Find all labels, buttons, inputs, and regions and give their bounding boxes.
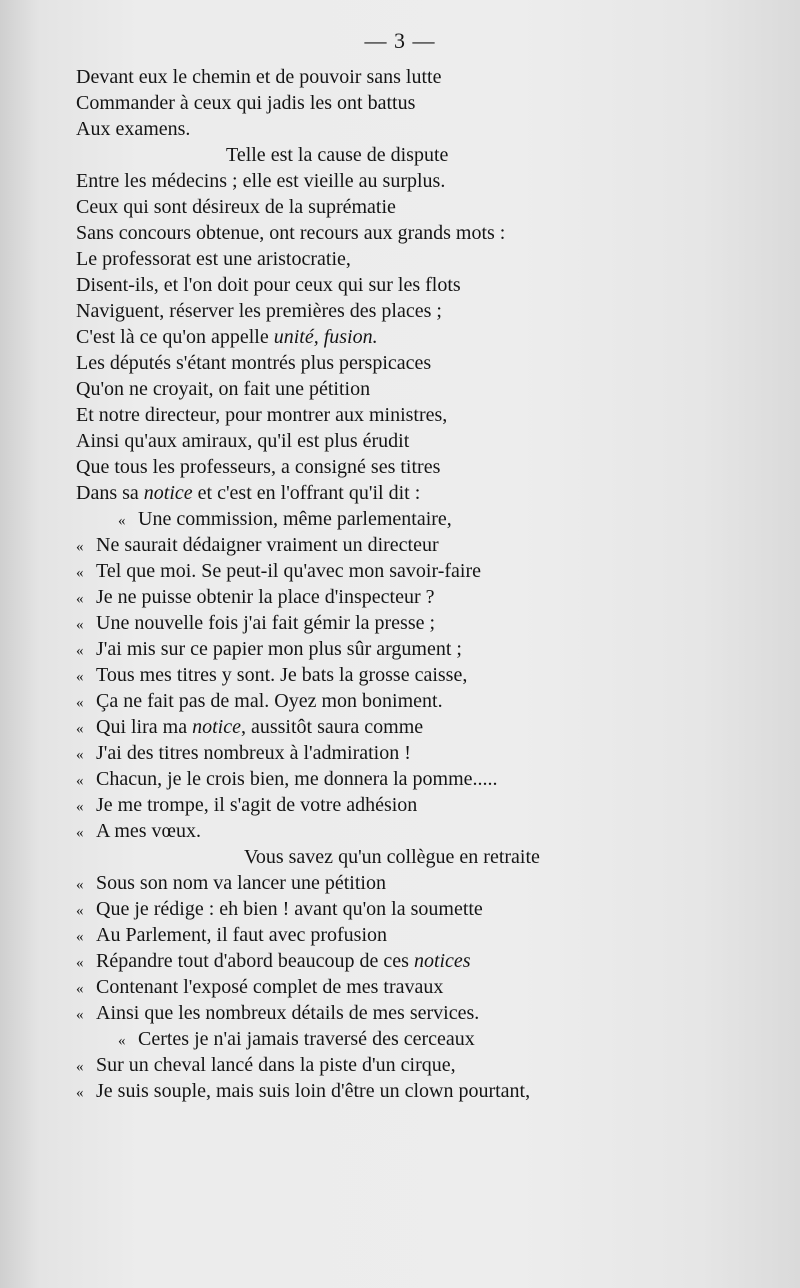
verse-line [76,298,736,324]
quote-mark: « [76,1007,84,1023]
verse-line [76,1026,736,1052]
page-number: — 3 — [364,28,436,53]
verse-text: Tous mes titres y sont. Je bats la grosse caisse, [96,664,468,686]
quote-mark: « [76,617,84,633]
verse-line [76,896,736,922]
verse-text: Ainsi qu'aux amiraux, qu'il est plus érudit [76,430,410,452]
verse-text: Commander à ceux qui jadis les ont battus [76,92,416,114]
verse-text: Les députés s'étant montrés plus perspicaces [76,352,432,374]
verse-text: Ça ne fait pas de mal. Oyez mon boniment. [96,690,443,712]
verse-line [76,636,736,662]
quote-mark: « [76,591,84,607]
verse-line [76,610,736,636]
poem-verses [76,64,736,1104]
verse-text: Chacun, je le crois bien, me donnera la pomme..... [96,768,498,790]
quote-mark: « [76,1059,84,1075]
verse-text: Vous savez qu'un collègue en retraite [244,846,540,868]
verse-text: A mes vœux. [96,820,201,842]
verse-line [76,350,736,376]
verse-text: Je me trompe, il s'agit de votre adhésion [96,794,418,816]
verse-text: Que tous les professeurs, a consigné ses titres [76,456,441,478]
italic-text: notice [192,716,241,738]
verse-text: Ne saurait dédaigner vraiment un directeur [96,534,439,556]
verse-line [76,740,736,766]
verse-text: Disent-ils, et l'on doit pour ceux qui sur les flots [76,274,461,296]
verse-line [76,532,736,558]
quote-mark: « [76,695,84,711]
verse-line [76,324,736,350]
verse-text: Au Parlement, il faut avec profusion [96,924,388,946]
verse-text: Naviguent, réserver les premières des places ; [76,300,442,322]
verse-line [76,818,736,844]
verse-text: J'ai mis sur ce papier mon plus sûr argument ; [96,638,462,660]
verse-text: Qui lira ma [96,716,193,738]
verse-line [76,168,736,194]
quote-mark: « [76,825,84,841]
verse-text: Entre les médecins ; elle est vieille au surplus. [76,170,446,192]
verse-text: Le professorat est une aristocratie, [76,248,351,270]
verse-line [76,584,736,610]
verse-line [76,402,736,428]
quote-mark: « [118,513,126,529]
verse-text: et c'est en l'offrant qu'il dit : [192,482,421,504]
verse-line [76,428,736,454]
quote-mark: « [76,643,84,659]
quote-mark: « [76,721,84,737]
verse-line [76,194,736,220]
verse-line [76,64,736,90]
verse-line [76,662,736,688]
verse-text: Je ne puisse obtenir la place d'inspecteur ? [96,586,435,608]
quote-mark: « [76,799,84,815]
verse-text: Ceux qui sont désireux de la suprématie [76,196,396,218]
verse-text: Que je rédige : eh bien ! avant qu'on la soumette [96,898,483,920]
verse-text: Je suis souple, mais suis loin d'être un clown pourtant, [96,1080,531,1102]
verse-text: Ainsi que les nombreux détails de mes services. [96,1002,480,1024]
verse-line [76,1052,736,1078]
verse-text: Qu'on ne croyait, on fait une pétition [76,378,371,400]
verse-line [76,558,736,584]
verse-text: Telle est la cause de dispute [226,144,449,166]
quote-mark: « [76,903,84,919]
verse-line [76,792,736,818]
verse-line [76,1078,736,1104]
verse-line [76,688,736,714]
verse-text: Devant eux le chemin et de pouvoir sans lutte [76,66,442,88]
verse-line [76,506,736,532]
verse-line [76,974,736,1000]
verse-text: Contenant l'exposé complet de mes travaux [96,976,444,998]
verse-line [76,870,736,896]
verse-text: Une nouvelle fois j'ai fait gémir la presse ; [96,612,436,634]
quote-mark: « [76,669,84,685]
quote-mark: « [76,747,84,763]
verse-text: Sur un cheval lancé dans la piste d'un cirque, [96,1054,456,1076]
italic-text: notices [413,950,471,972]
verse-text: C'est là ce qu'on appelle [76,326,274,348]
verse-text: Aux examens. [76,118,191,140]
verse-line [76,766,736,792]
verse-line [76,90,736,116]
verse-line [76,844,736,870]
italic-text: notice [143,482,193,504]
quote-mark: « [76,929,84,945]
verse-line [76,246,736,272]
quote-mark: « [76,955,84,971]
verse-line [76,1000,736,1026]
quote-mark: « [76,877,84,893]
verse-text: Répandre tout d'abord beaucoup de ces [96,950,414,972]
verse-text: , aussitôt saura comme [240,716,424,738]
verse-text: Sous son nom va lancer une pétition [96,872,386,894]
verse-line [76,454,736,480]
italic-text: unité, fusion. [273,326,378,348]
quote-mark: « [76,981,84,997]
quote-mark: « [76,773,84,789]
quote-mark: « [76,539,84,555]
verse-line [76,480,736,506]
verse-line [76,220,736,246]
verse-text: Sans concours obtenue, ont recours aux grands mots : [76,222,506,244]
quote-mark: « [76,565,84,581]
verse-text: Dans sa [76,482,144,504]
verse-text: Une commission, même parlementaire, [138,508,452,530]
verse-line [76,272,736,298]
verse-line [76,922,736,948]
verse-line [76,948,736,974]
verse-text: Et notre directeur, pour montrer aux ministres, [76,404,448,426]
verse-line [76,142,736,168]
verse-text: J'ai des titres nombreux à l'admiration ! [96,742,411,764]
verse-line [76,116,736,142]
verse-text: Certes je n'ai jamais traversé des cerceaux [138,1028,475,1050]
verse-line [76,376,736,402]
quote-mark: « [76,1085,84,1101]
verse-text: Tel que moi. Se peut-il qu'avec mon savoir-faire [96,560,482,582]
quote-mark: « [118,1033,126,1049]
verse-line [76,714,736,740]
